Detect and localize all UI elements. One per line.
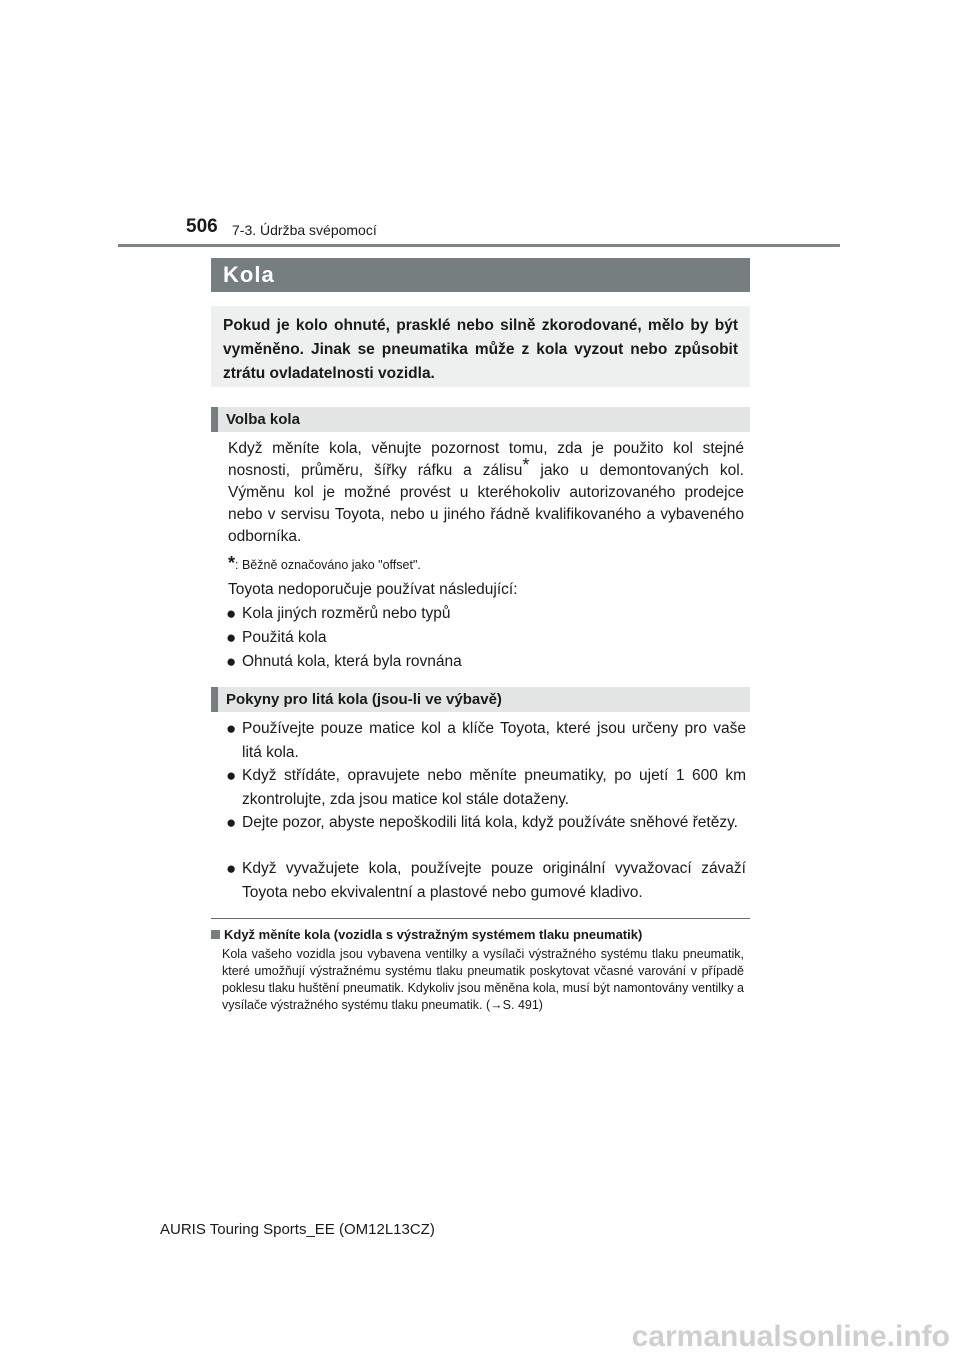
header-divider: [118, 244, 840, 247]
note-heading-text: Když měníte kola (vozidla s výstražným systémem tlaku pneumatik): [224, 927, 643, 942]
list-item-text: Kola jiných rozměrů nebo typů: [242, 605, 451, 622]
bullet-icon: ●: [226, 604, 237, 623]
note-heading: [211, 926, 750, 944]
bullet-icon: ●: [226, 652, 237, 671]
paragraph-text-end: jako u demontovaných kol. Výměnu kol je možné provést u kteréhokoliv autorizovaného prodejce nebo v servisu Toyota, nebo u jiného řádně kvalifikovaného a vybaveného odborníka.: [228, 462, 744, 545]
section-heading-wheel-selection: Volba kola: [211, 407, 750, 432]
watermark: carmanualsonline.info: [631, 1320, 950, 1353]
list-item: [226, 857, 746, 905]
list-item: [226, 602, 746, 626]
footer-model: AURIS Touring Sports_EE (OM12L13CZ): [160, 1221, 435, 1238]
section-heading-alloy-wheels: Pokyny pro litá kola (jsou-li ve výbavě): [211, 687, 750, 712]
note-body: Kola vašeho vozidla jsou vybavena ventilky a vysílači výstražného systému tlaku pneumatik, které umožňují výstražnému systému tlaku pneumatik poskytovat včasné varování v případě poklesu tlaku huštění pneumatik. Kdykoliv jsou měněna kola, musí být namontovány ventilky a vysílače výstražného systému tlaku pneumatik. (→S. 491): [222, 947, 744, 1012]
footnote-star: *: [228, 553, 236, 573]
list-item-text: Když vyvažujete kola, používejte pouze originální vyvažovací závaží Toyota nebo ekvivalentní a plastové nebo gumové kladivo.: [242, 860, 746, 901]
square-bullet-icon: [211, 930, 220, 939]
list-item-text: Používejte pouze matice kol a klíče Toyota, které jsou určeny pro vaše litá kola.: [242, 720, 746, 761]
page-title: Kola: [211, 258, 750, 292]
bullet-icon: ●: [226, 813, 237, 832]
footnote-marker: *: [522, 454, 530, 475]
page-number: 506: [186, 216, 218, 237]
bullet-icon: ●: [226, 719, 237, 738]
bullet-icon: ●: [226, 859, 237, 878]
wheel-selection-paragraph: [228, 438, 744, 548]
list-item: [226, 626, 746, 650]
bullet-icon: ●: [226, 766, 237, 785]
list-item: [226, 717, 746, 765]
bullet-icon: ●: [226, 628, 237, 647]
list-item: [226, 764, 746, 812]
footnote: [228, 554, 744, 574]
list-item: [226, 650, 746, 674]
list-item-text: Dejte pozor, abyste nepoškodili litá kola, když používáte sněhové řetězy.: [242, 814, 738, 831]
list-item-text: Když střídáte, opravujete nebo měníte pneumatiky, po ujetí 1 600 km zkontrolujte, zda jsou matice kol stále dotaženy.: [242, 767, 746, 808]
not-recommended-intro: Toyota nedoporučuje používat následující:: [228, 581, 518, 598]
list-item-text: Ohnutá kola, která byla rovnána: [242, 653, 462, 670]
note-divider: [211, 918, 750, 919]
paragraph-text-start: Když měníte kola, věnujte pozornost tomu, zda je použito kol stejné nosnosti, průměru, šířky ráfku a zálisu: [228, 440, 744, 479]
list-item-text: Použitá kola: [242, 629, 327, 646]
footnote-text: : Běžně označováno jako "offset".: [235, 558, 421, 572]
list-item: [226, 811, 746, 835]
section-reference: 7-3. Údržba svépomocí: [232, 222, 377, 238]
intro-box: Pokud je kolo ohnuté, prasklé nebo silně zkorodované, mělo by být vyměněno. Jinak se pneumatika může z kola vyzout nebo způsobit ztrátu ovladatelnosti vozidla.: [211, 306, 750, 387]
